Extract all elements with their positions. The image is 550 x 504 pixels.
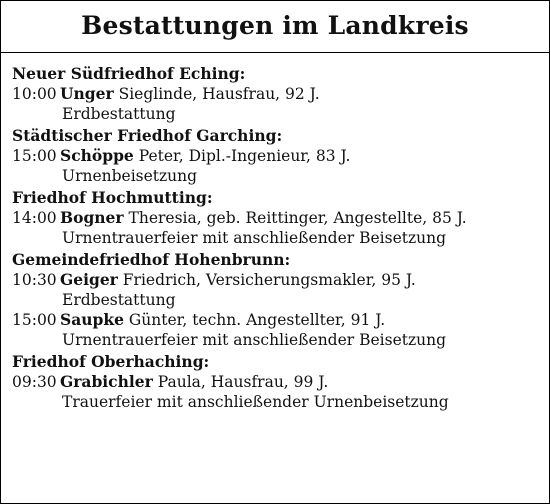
notice-title: Bestattungen im Landkreis [81,11,469,40]
service-type: Urnentrauerfeier mit anschließender Beisetzung [62,229,447,247]
deceased-details: Paula, Hausfrau, 99 J. [157,373,329,391]
service-type: Urnentrauerfeier mit anschließender Beisetzung [62,331,447,349]
cemetery-section [12,64,543,124]
deceased-details: Friedrich, Versicherungsmakler, 95 J. [122,271,416,289]
deceased-details: Peter, Dipl.-Ingenieur, 83 J. [138,147,351,165]
deceased-details: Sieglinde, Hausfrau, 92 J. [118,85,320,103]
cemetery-name: Gemeindefriedhof Hohenbrunn: [12,250,291,269]
deceased-surname: Bogner [60,208,124,227]
deceased-surname: Unger [60,84,114,103]
burial-time: 15:00 [12,311,57,329]
cemetery-section [12,126,543,186]
cemetery-name: Friedhof Hochmutting: [12,188,213,207]
service-type: Erdbestattung [62,291,176,309]
cemetery-name: Städtischer Friedhof Garching: [12,126,283,145]
title-divider [1,52,549,53]
burial-entry [12,310,543,350]
deceased-details: Günter, techn. Angestellter, 91 J. [128,311,386,329]
deceased-surname: Schöppe [60,146,134,165]
burial-entry [12,372,543,412]
deceased-surname: Geiger [60,270,118,289]
cemetery-name: Neuer Südfriedhof Eching: [12,64,246,83]
notice-body [12,62,543,412]
cemetery-name: Friedhof Oberhaching: [12,352,210,371]
burial-time: 10:00 [12,85,57,103]
cemetery-section [12,188,543,248]
burial-time: 14:00 [12,209,57,227]
service-type: Trauerfeier mit anschließender Urnenbeisetzung [62,393,449,411]
burial-entry [12,84,543,124]
deceased-surname: Saupke [60,310,124,329]
service-type: Erdbestattung [62,105,176,123]
burial-time: 15:00 [12,147,57,165]
cemetery-section [12,250,543,350]
cemetery-section [12,352,543,412]
burial-entry [12,270,543,310]
burial-entry [12,208,543,248]
burial-time: 10:30 [12,271,57,289]
burial-time: 09:30 [12,373,57,391]
burial-entry [12,146,543,186]
deceased-details: Theresia, geb. Reittinger, Angestellte, 85 J. [128,209,467,227]
deceased-surname: Grabichler [60,372,153,391]
service-type: Urnenbeisetzung [62,167,198,185]
